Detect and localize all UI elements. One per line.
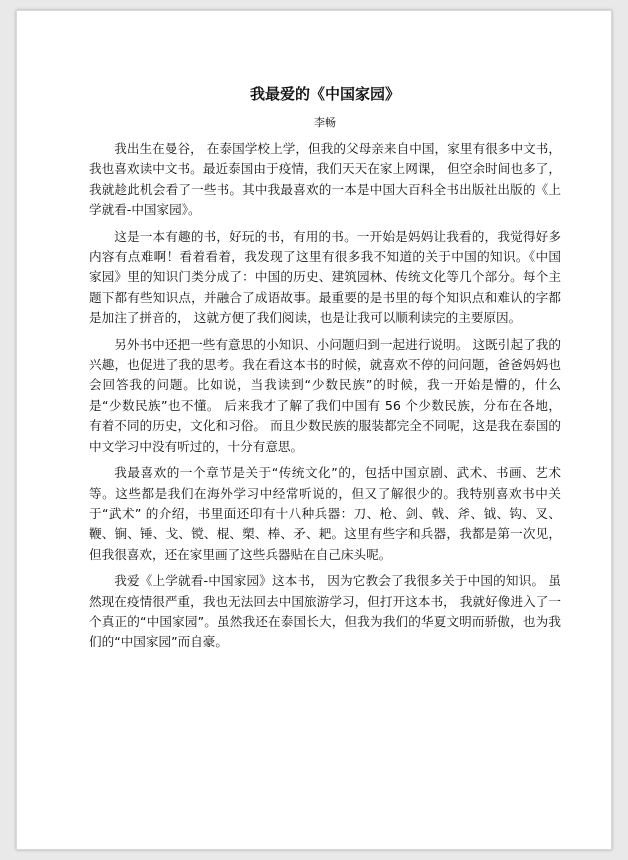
paragraph-5: 我爱《上学就看-中国家园》这本书， 因为它教会了我很多关于中国的知识。 虽然现在疫情很严重，我也无法回去中国旅游学习，但打开这本书， 我就好像进入了一个真正的“中国家园”。虽然我还在泰国长大，但我为我们的华夏文明而骄傲，也为我们的“中国家园”而自豪。 (89, 573, 561, 650)
paragraph-2: 这是一本有趣的书，好玩的书，有用的书。一开始是妈妈让我看的，我觉得好多内容有点难啊！看着看着，我发现了这里有很多我不知道的关于中国的知识。《中国家园》里的知识门类分成了：中国的历史、建筑园林、传统文化等几个部分。每个主题下都有些知识点，并融合了成语故事。最重要的是书里的每个知识点和难认的字都是加注了拼音的， 这就方便了我们阅读，也是让我可以顺利读完的主要原因。 (89, 228, 561, 326)
paragraph-1: 我出生在曼谷， 在泰国学校上学，但我的父母亲来自中国，家里有很多中文书，我也喜欢读中文书。最近泰国由于疫情，我们天天在家上网课， 但空余时间也多了，我就趁此机会看了一些书。其中我最喜欢的一本是中国大百科全书出版社出版的《上学就看-中国家园》。 (89, 141, 561, 218)
document-page (16, 10, 612, 850)
paragraph-3: 另外书中还把一些有意思的小知识、小问题归到一起进行说明。 这既引起了我的兴趣，也促进了我的思考。我在看这本书的时候，就喜欢不停的问问题，爸爸妈妈也会回答我的问题。比如说，当我读到“少数民族”的时候，我一开始是懵的，什么是“少数民族”也不懂。 后来我才了解了我们中国有 56 个少数民族，分布在各地， 有着不同的历史，文化和习俗。 而且少数民族的服装都完全不同呢，这是我在泰国的中文学习中没有听过的，十分有意思。 (89, 336, 561, 454)
page-title: 我最爱的《中国家园》 (249, 85, 400, 103)
document-content (89, 83, 561, 659)
author-name: 李畅 (314, 116, 336, 129)
paragraph-4: 我最喜欢的一个章节是关于“传统文化”的，包括中国京剧、武术、书画、艺术等。这些都是我们在海外学习中经常听说的，但又了解很少的。我特别喜欢书中关于“武术” 的介绍，书里面还印有十八种兵器：刀、枪、剑、戟、斧、钺、钩、叉、鞭、锏、锤、戈、镋、棍、槊、棒、矛、耙。这里有些字和兵器，我都是第一次见，但我很喜欢，还在家里画了这些兵器贴在自己床头呢。 (89, 465, 561, 562)
